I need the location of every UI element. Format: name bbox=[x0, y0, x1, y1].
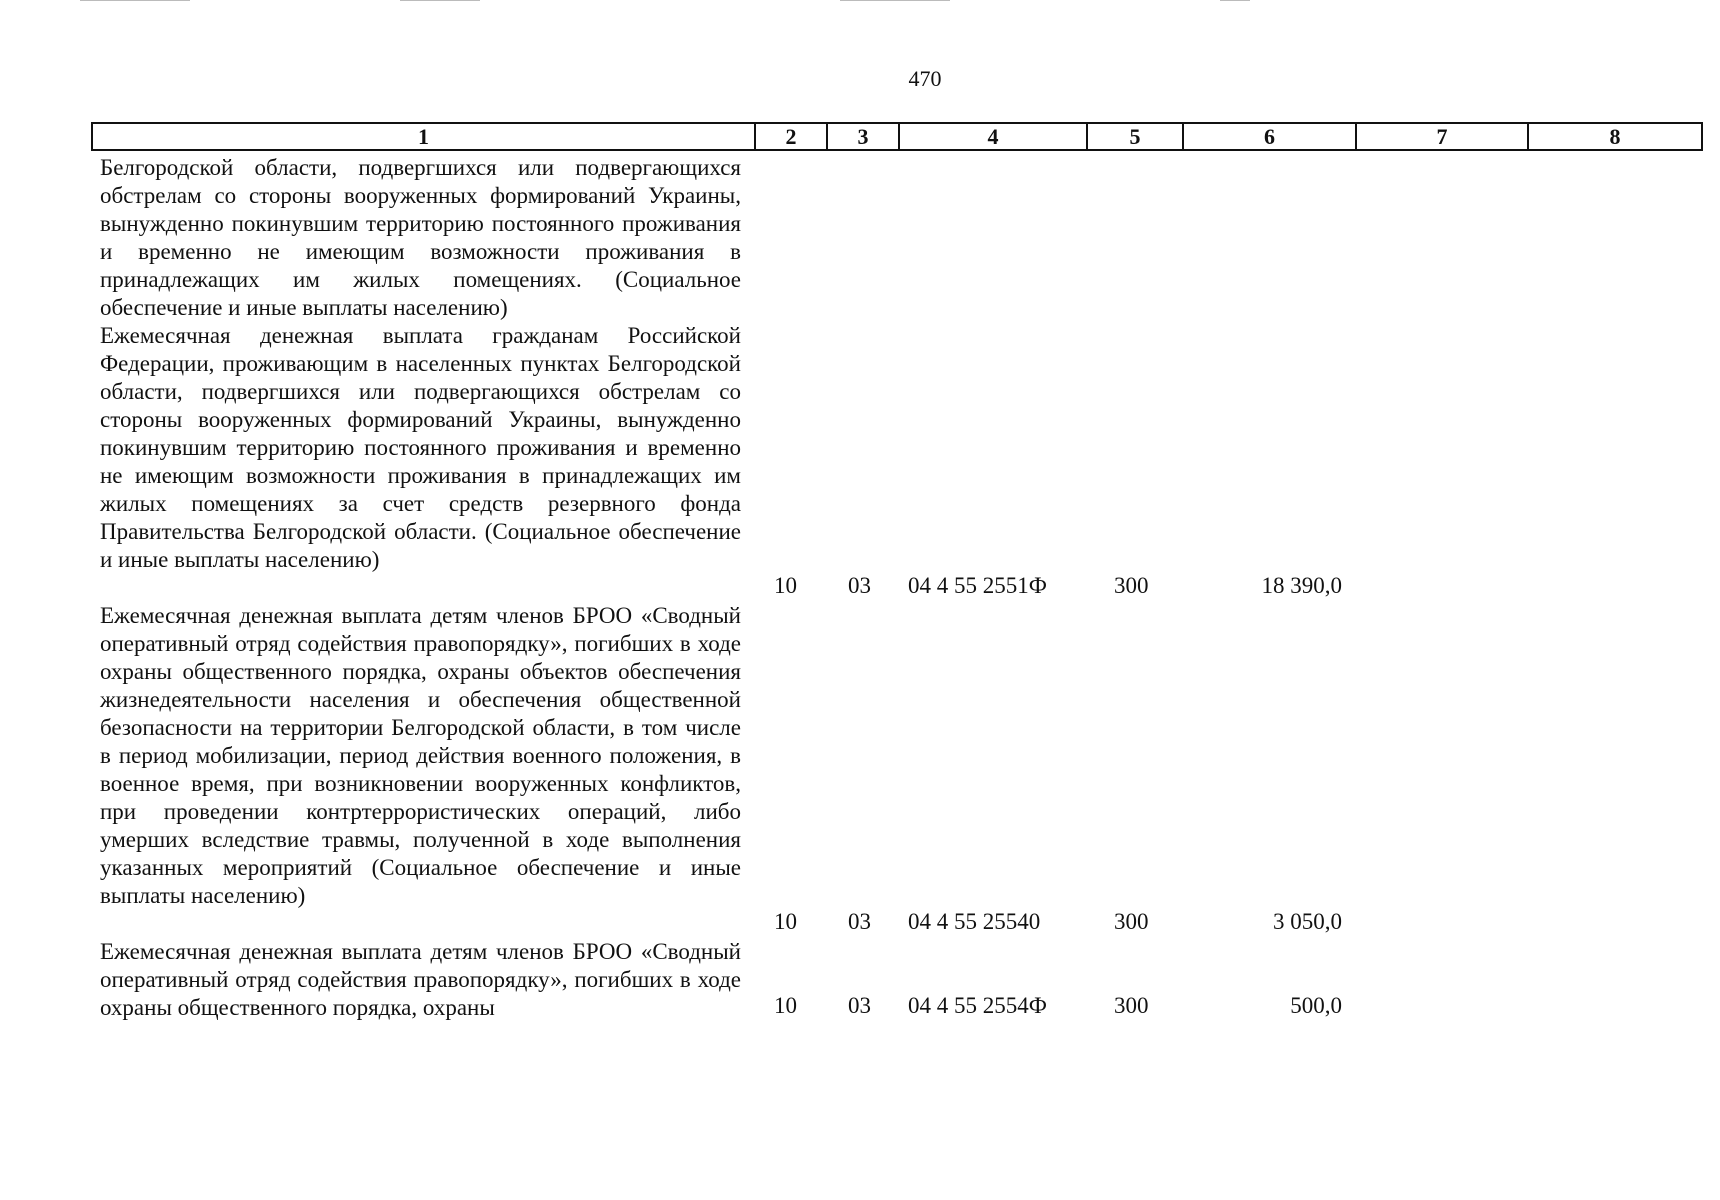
target-article-code: 04 4 55 2554Ф bbox=[908, 993, 1047, 1018]
subsection-code: 03 bbox=[848, 909, 871, 934]
entry-description: Ежемесячная денежная выплата детям членов БРОО «Сводный оперативный отряд содействия правопорядку», погибших в ходе охраны общественного порядка, охраны объектов обеспечения жизнедеятельности населения и обеспечения общественной безопасности на территории Белгородской области, в том числе в период мобилизации, период действия военного положения, в военное время, при возникновении вооруженных конфликтов, при проведении контртеррористических операций, либо умерших вследствие травмы, полученной в ходе выполнения указанных мероприятий (Социальное обеспечение и иные выплаты населению) bbox=[100, 603, 741, 908]
column-header-7: 7 bbox=[1356, 123, 1528, 150]
amount-value: 18 390,0 bbox=[1261, 573, 1342, 598]
section-code: 10 bbox=[774, 993, 797, 1018]
column-header-1: 1 bbox=[92, 123, 755, 150]
section-code: 10 bbox=[774, 909, 797, 934]
subsection-code: 03 bbox=[848, 993, 871, 1018]
column-header-4: 4 bbox=[899, 123, 1087, 150]
entry-description: Белгородской области, подвергшихся или подвергающихся обстрелам со стороны вооруженных формирований Украины, вынужденно покинувшим территорию постоянного проживания и временно не имеющим возможности проживания в принадлежащих им жилых помещениях. (Социальное обеспечение и иные выплаты населению) bbox=[100, 155, 741, 320]
column-header-5: 5 bbox=[1087, 123, 1183, 150]
amount-value: 3 050,0 bbox=[1273, 909, 1342, 934]
scan-mark bbox=[400, 0, 480, 1]
expense-type-code: 300 bbox=[1114, 909, 1149, 934]
column-header-8: 8 bbox=[1528, 123, 1702, 150]
scan-mark bbox=[840, 0, 950, 1]
scan-mark bbox=[80, 0, 190, 1]
entry-description: Ежемесячная денежная выплата детям членов БРОО «Сводный оперативный отряд содействия правопорядку», погибших в ходе охраны общественного порядка, охраны bbox=[100, 939, 741, 1020]
expense-type-code: 300 bbox=[1114, 573, 1149, 598]
subsection-code: 03 bbox=[848, 573, 871, 598]
column-header-6: 6 bbox=[1183, 123, 1356, 150]
target-article-code: 04 4 55 25540 bbox=[908, 909, 1041, 934]
section-code: 10 bbox=[774, 573, 797, 598]
page-number: 470 bbox=[908, 66, 942, 91]
target-article-code: 04 4 55 2551Ф bbox=[908, 573, 1047, 598]
column-header-3: 3 bbox=[827, 123, 899, 150]
entry-description: Ежемесячная денежная выплата гражданам Российской Федерации, проживающим в населенных пунктах Белгородской области, подвергшихся или подвергающихся обстрелам со стороны вооруженных формирований Украины, вынужденно покинувшим территорию постоянного проживания и временно не имеющим возможности проживания в принадлежащих им жилых помещениях за счет средств резервного фонда Правительства Белгородской области. (Социальное обеспечение и иные выплаты населению) bbox=[100, 323, 741, 572]
column-header-row bbox=[91, 122, 1703, 151]
column-header-2: 2 bbox=[755, 123, 827, 150]
scan-mark bbox=[1220, 0, 1250, 1]
amount-value: 500,0 bbox=[1290, 993, 1342, 1018]
expense-type-code: 300 bbox=[1114, 993, 1149, 1018]
